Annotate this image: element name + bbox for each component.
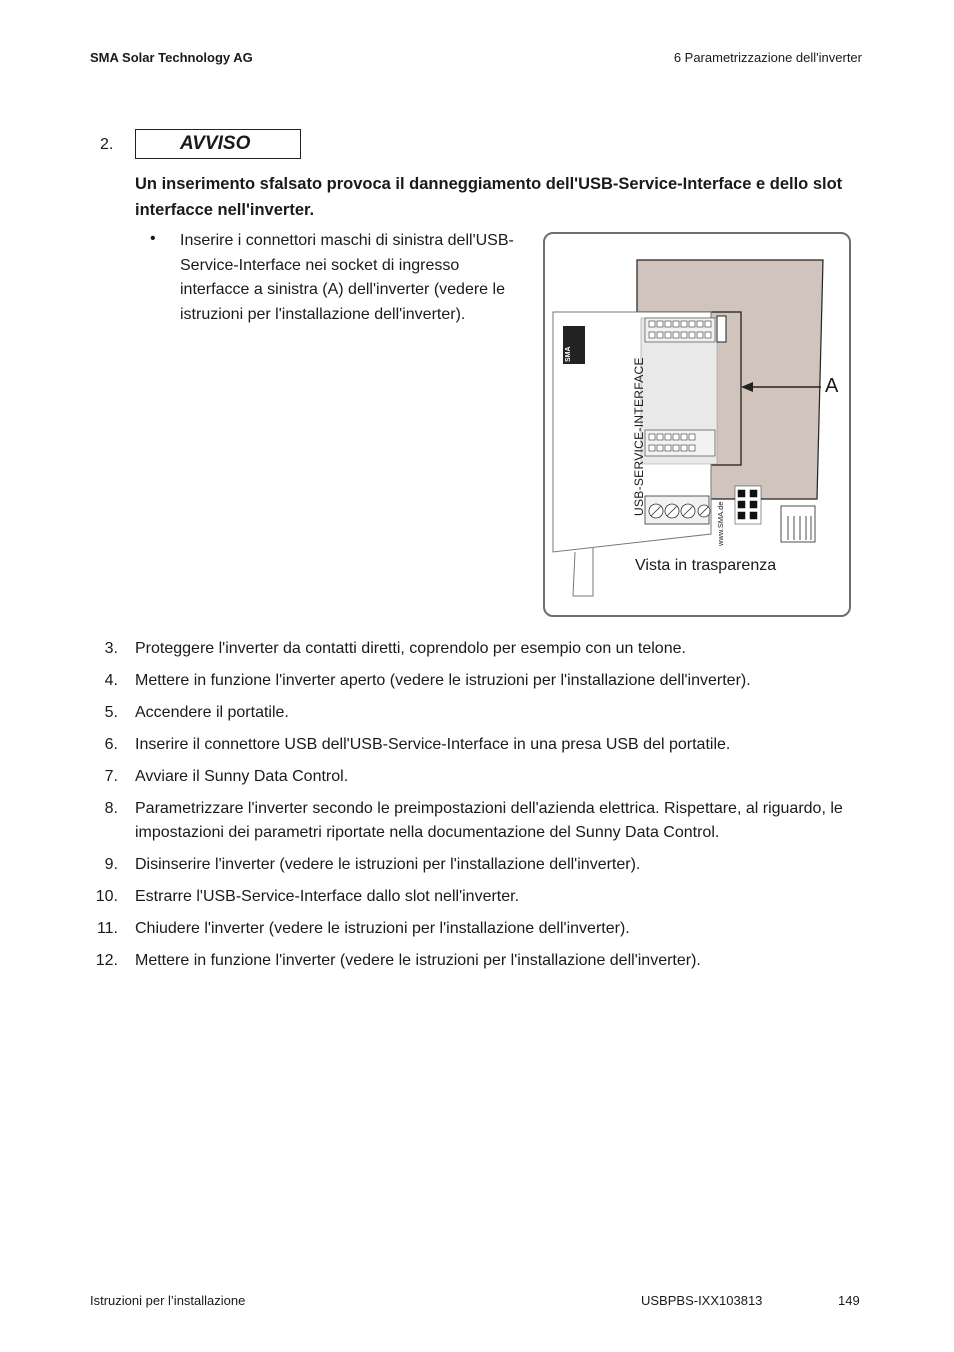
figure-caption: Vista in trasparenza (635, 557, 777, 574)
step-text: Estrarre l'USB-Service-Interface dallo slot nell'inverter. (135, 888, 520, 905)
device-url: www.SMA.de (716, 501, 725, 546)
step-text: Chiudere l'inverter (vedere le istruzioni per l'installazione dell'inverter). (135, 920, 630, 937)
device-label: USB-SERVICE-INTERFACE (632, 357, 646, 516)
footer-doc-code: USBPBS-IXX103813 (641, 1293, 763, 1308)
sma-logo-text: SMA (565, 346, 572, 362)
step-text: Accendere il portatile. (135, 704, 289, 721)
usb-cable (573, 548, 593, 596)
header-company: SMA Solar Technology AG (90, 50, 253, 65)
step-number: 8. (104, 800, 118, 817)
step-number: 2. (100, 136, 114, 153)
notice-box (135, 129, 301, 159)
step-text: Disinserire l'inverter (vedere le istruzioni per l'installazione dell'inverter). (135, 856, 641, 873)
edge-connector (781, 506, 815, 542)
step-number: 10. (95, 888, 118, 905)
side-connector (735, 486, 761, 524)
notice-label: AVVISO (180, 133, 251, 154)
step-text: Avviare il Sunny Data Control. (135, 768, 349, 785)
step-text: Proteggere l'inverter da contatti diretti, coprendolo per esempio con un telone. (135, 640, 686, 657)
page-number: 149 (838, 1293, 860, 1308)
step-text: Mettere in funzione l'inverter (vedere le istruzioni per l'installazione dell'inverter). (135, 952, 701, 969)
bullet-text: Inserire i connettori maschi di sinistra dell'USB-Service-Interface nei socket di ingresso interfacce a sinistra (A) dell'inverter (vedere le istruzioni per l'installazione dell'inverter). (180, 232, 514, 323)
upper-connector (645, 318, 715, 342)
lower-connector (645, 430, 715, 456)
step-number: 9. (104, 856, 118, 873)
header-section: 6 Parametrizzazione dell'inverter (673, 50, 862, 65)
step-text: Mettere in funzione l'inverter aperto (vedere le istruzioni per l'installazione dell'inverter). (135, 672, 751, 689)
installation-figure (543, 232, 851, 617)
step-number: 3. (104, 640, 118, 657)
footer-doc-title: Istruzioni per l’installazione (90, 1293, 246, 1308)
step-number: 4. (104, 672, 118, 689)
step-number: 12. (95, 952, 118, 969)
step-number: 6. (104, 736, 118, 753)
warning-text: Un inserimento sfalsato provoca il danneggiamento dell'USB-Service-Interface e dello slot interfacce nell'inverter. (135, 175, 843, 219)
step-text: Inserire il connettore USB dell'USB-Service-Interface in una presa USB del portatile. (135, 736, 731, 753)
terminal-block (645, 496, 710, 524)
step-number: 5. (104, 704, 118, 721)
figure-label-a: A (825, 375, 839, 397)
step-number: 11. (96, 920, 118, 937)
bullet-symbol: • (150, 230, 156, 247)
step-text: Parametrizzare l'inverter secondo le preimpostazioni dell'azienda elettrica. Rispettare, al riguardo, le impostazioni dei parametri riportate nella documentazione del Sunny Data Control. (135, 800, 843, 841)
step-number: 7. (104, 768, 118, 785)
